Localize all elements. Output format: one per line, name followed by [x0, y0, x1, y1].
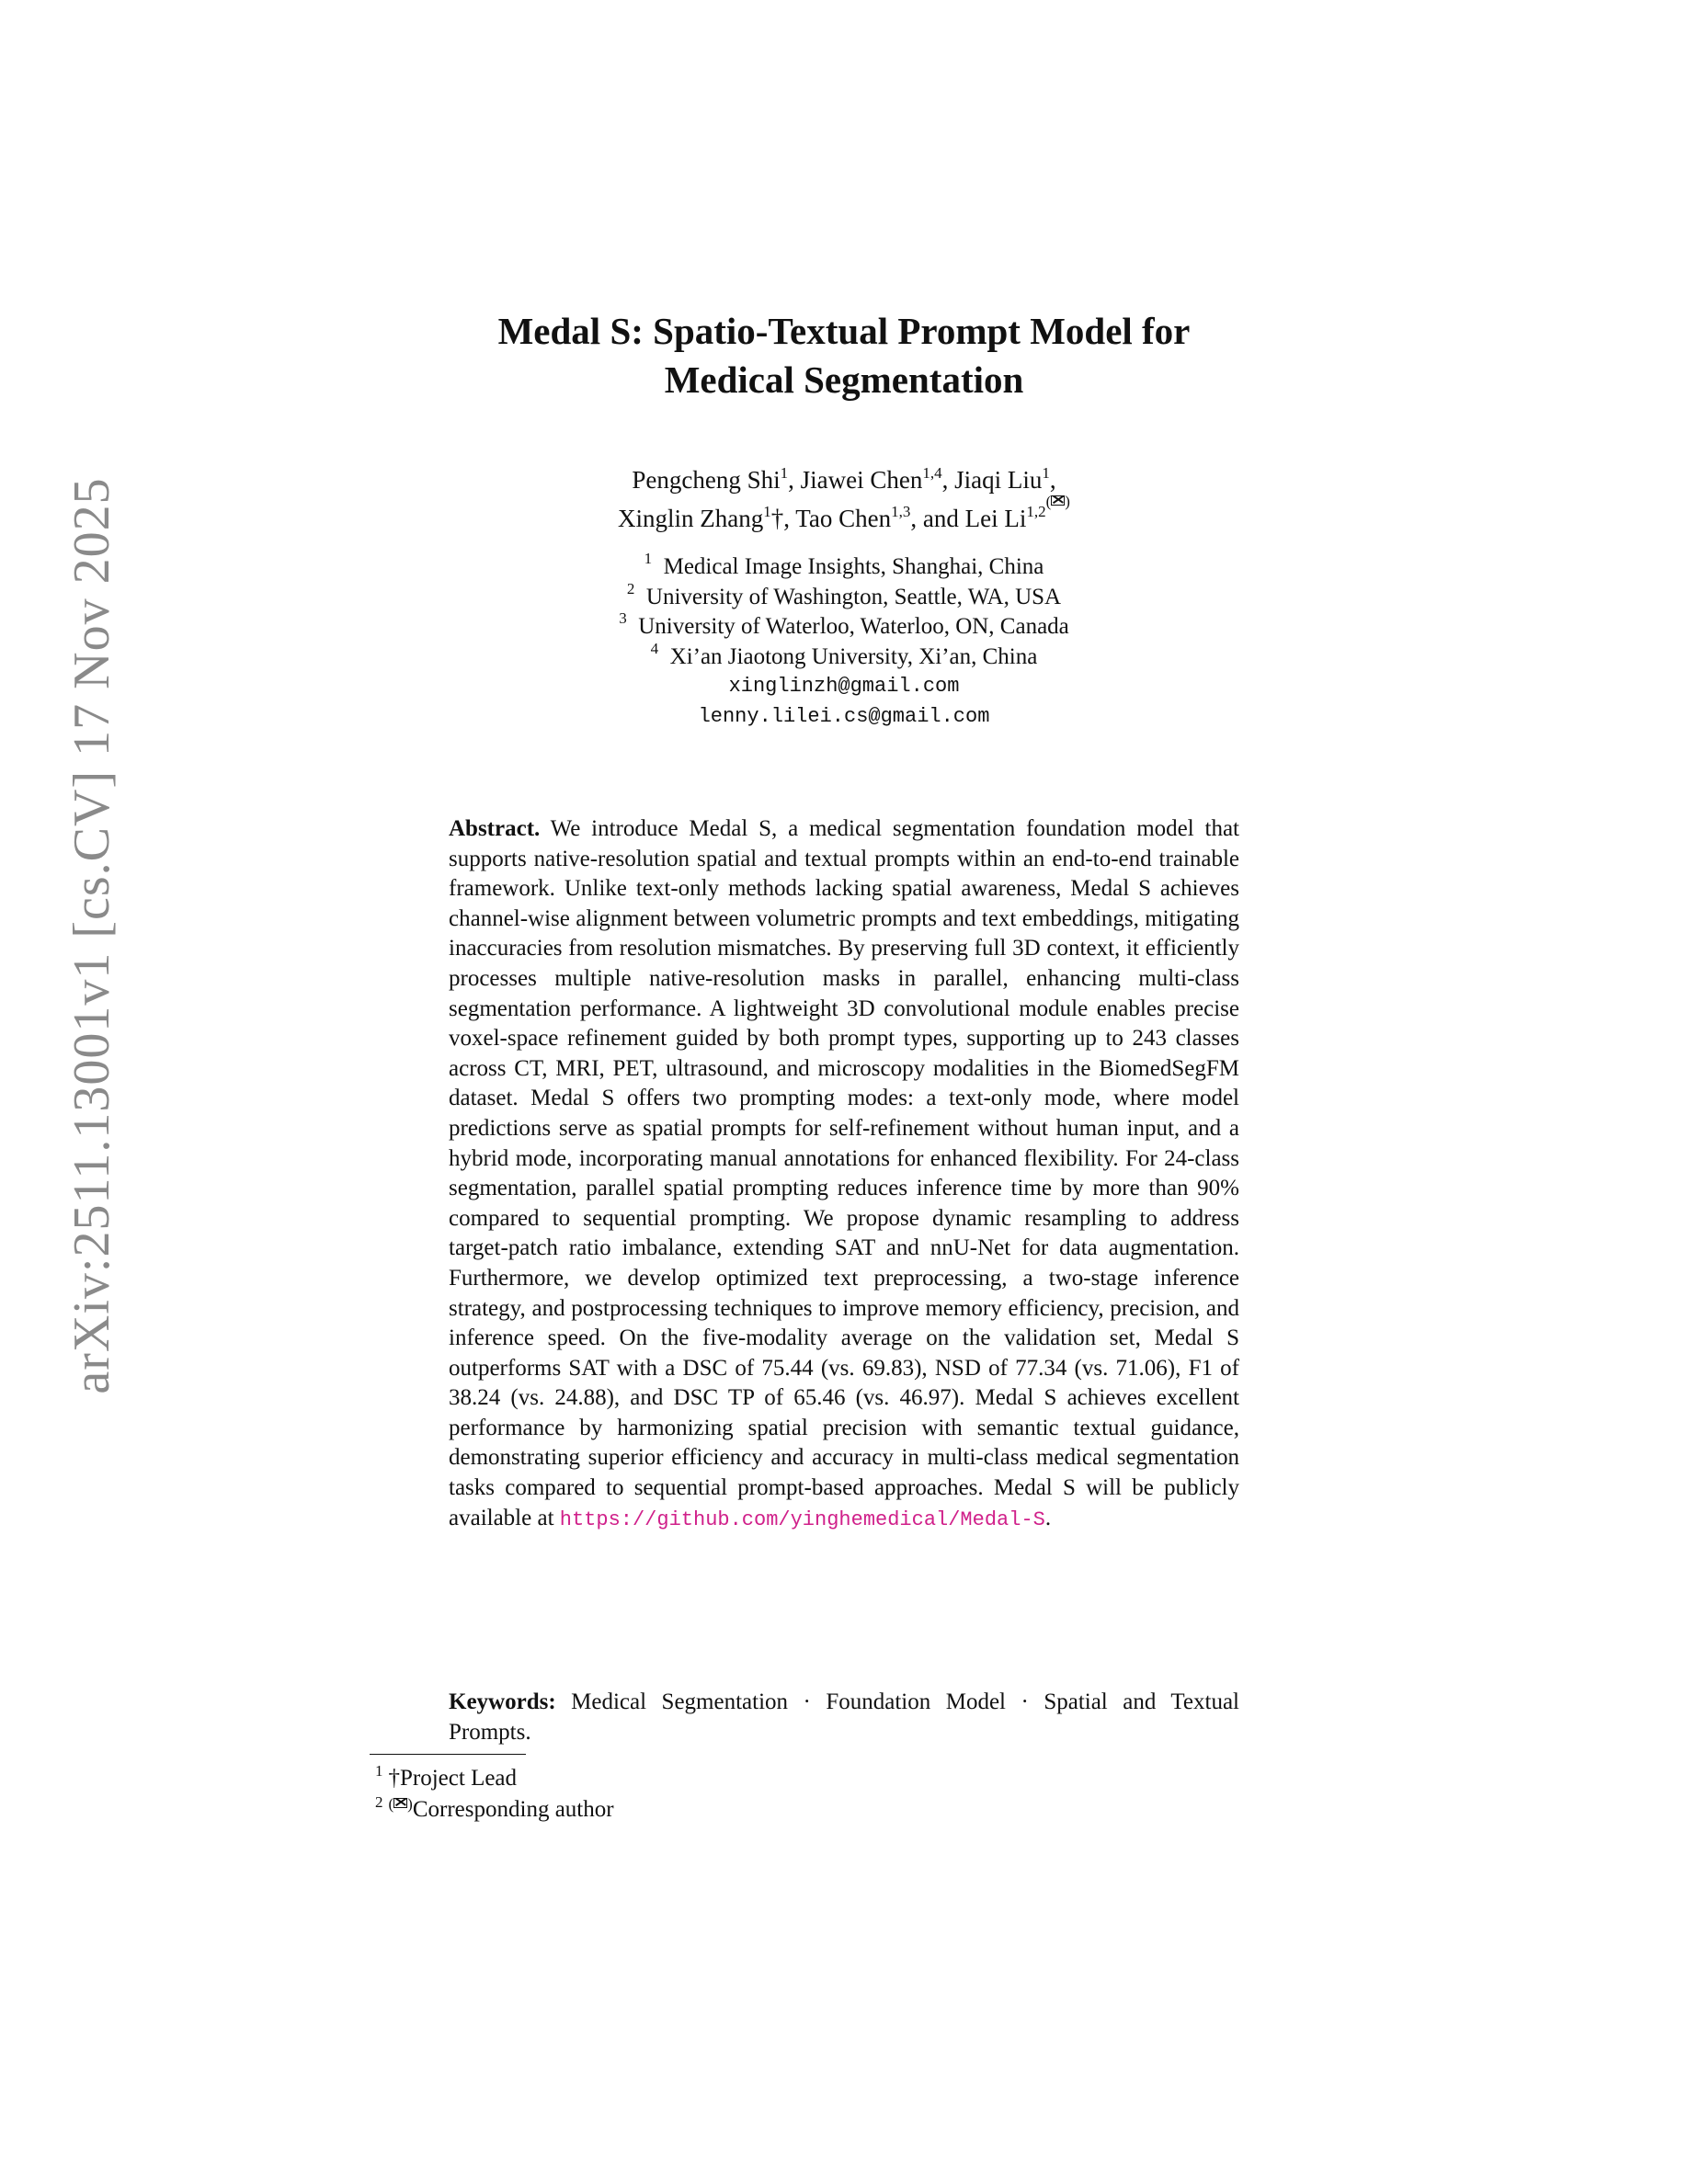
abstract-text: We introduce Medal S, a medical segmentation foundation model that supports native-resolution spatial and textual prompts within an end-to-end trainable framework. Unlike text-only methods lacking spatial awareness, Medal S achieves channel-wise alignment between volumetric prompts and text embeddings, mitigating inaccuracies from resolution mismatches. By preserving full 3D context, it efficiently processes multiple native-resolution masks in parallel, enhancing multi-class segmentation performance. A lightweight 3D convolutional module enables precise voxel-space refinement guided by both prompt types, supporting up to 243 classes across CT, MRI, PET, ultrasound, and microscopy modalities in the BiomedSegFM dataset. Medal S offers two prompting modes: a text-only mode, where model predictions serve as spatial prompts for self-refinement without human input, and a hybrid mode, incorporating manual annotations for enhanced flexibility. For 24-class segmentation, parallel spatial prompting reduces inference time by more than 90% compared to sequential prompting. We propose dynamic resampling to address target-patch ratio imbalance, extending SAT and nnU-Net for data augmentation. Furthermore, we develop optimized text preprocessing, a two-stage inference strategy, and postprocessing techniques to improve memory efficiency, precision, and inference speed. On the five-modality average on the validation set, Medal S outperforms SAT with a DSC of 75.44 (vs. 69.83), NSD of 77.34 (vs. 71.06), F1 of 38.24 (vs. 24.88), and DSC TP of 65.46 (vs. 46.97). Medal S achieves excellent performance by harmonizing spatial precision with semantic textual guidance, demonstrating superior efficiency and accuracy in multi-class medical segmentation tasks compared to sequential prompt-based approaches. Medal S will be publicly available at	[449, 816, 1239, 1530]
title-line-2: Medical Segmentation	[664, 358, 1024, 401]
author-affiliation-sup: 1,2( )	[1026, 493, 1070, 520]
title-line-1: Medal S: Spatio-Textual Prompt Model for	[497, 310, 1191, 352]
author-name: Jiaqi Liu	[954, 466, 1043, 494]
author-affiliation-sup: 1,3	[891, 503, 911, 520]
affiliation-item: $^2$ University of Washington, Seattle, WA, USA	[626, 579, 1062, 609]
author-name: Jiawei Chen	[800, 466, 923, 494]
keywords-section	[449, 1688, 1239, 1747]
author-name: Pengcheng Shi	[632, 466, 781, 494]
affiliation-item: $^3$ University of Waterloo, Waterloo, ON, Canada	[619, 609, 1069, 639]
envelope-icon	[1051, 495, 1065, 506]
affiliation-item: $^4$ Xi’an Jiaotong University, Xi’an, China	[650, 639, 1038, 669]
email-address[interactable]: xinglinzh@gmail.com	[728, 675, 960, 698]
author-name: Xinglin Zhang	[618, 505, 764, 532]
email-address[interactable]: lenny.lilei.cs@gmail.com	[698, 704, 990, 728]
github-repository-link[interactable]: https://github.com/yinghemedical/Medal-S	[559, 1507, 1045, 1531]
footnote-divider	[370, 1754, 526, 1755]
paper-title	[384, 307, 1304, 404]
abstract-label: Abstract.	[449, 816, 541, 841]
author-list	[384, 464, 1304, 534]
author-affiliation-sup: 1	[780, 464, 789, 482]
author-affiliation-sup: 1	[1042, 464, 1050, 482]
keywords-label: Keywords:	[449, 1689, 556, 1714]
footnote-item: $^1$ †Project Lead	[375, 1762, 518, 1791]
author-line-1: Pengcheng Shi$^1$, Jiawei Chen$^{1,4}$, Jiaqi Liu$^1$,	[632, 464, 1056, 494]
envelope-icon	[393, 1798, 407, 1808]
project-lead-dagger: †	[770, 505, 784, 532]
footnotes	[375, 1763, 1203, 1826]
author-line-2: Xinglin Zhang$^1$†, Tao Chen$^{1,3}$, and Lei $Li^{1,2( )}$	[618, 493, 1070, 532]
author-connector: and	[922, 505, 959, 532]
footnote-item: $^2$ ( )Corresponding author	[375, 1793, 614, 1822]
author-affiliation-sup: 1,4	[922, 464, 942, 482]
abstract-section: Abstract. We introduce Medal S, a medical segmentation foundation model that supports native-resolution spatial and textual prompts within an end-to-end trainable framework. Unlike text-only methods lacking spatial awareness, Medal S achieves channel-wise alignment between volumetric prompts and text embeddings, mitigating inaccuracies from resolution mismatches. By preserving full 3D context, it efficiently processes multiple native-resolution masks in parallel, enhancing multi-class segmentation performance. A lightweight 3D convolutional module enables precise voxel-space refinement guided by both prompt types, supporting up to 243 classes across CT, MRI, PET, ultrasound, and microscopy modalities in the BiomedSegFM dataset. Medal S offers two prompting modes: a text-only mode, where model predictions serve as spatial prompts for self-refinement without human input, and a hybrid mode, incorporating manual annotations for enhanced flexibility. For 24-class segmentation, parallel spatial prompting reduces inference time by more than 90% compared to sequential prompting. We propose dynamic resampling to address target-patch ratio imbalance, extending SAT and nnU-Net for data augmentation. Furthermore, we develop optimized text preprocessing, a two-stage inference strategy, and postprocessing techniques to improve memory efficiency, precision, and inference speed. On the five-modality average on the validation set, Medal S outperforms SAT with a DSC of 75.44 (vs. 69.83), NSD of 77.34 (vs. 71.06), F1 of 38.24 (vs. 24.88), and DSC TP of 65.46 (vs. 46.97). Medal S achieves excellent performance by harmonizing spatial precision with semantic textual guidance, demonstrating superior efficiency and accuracy in multi-class medical segmentation tasks compared to sequential prompt-based approaches. Medal S will be publicly available at https://github.com/yinghemedical/Medal-S.	[449, 816, 1239, 1531]
arxiv-identifier-stamp: arXiv:2511.13001v1 [cs.CV] 17 Nov 2025	[63, 477, 120, 1394]
author-affiliation-sup: 1	[763, 503, 771, 520]
keywords-text: Medical Segmentation · Foundation Model · Spatial and Textual Prompts.	[449, 1689, 1239, 1745]
author-name: Tao Chen	[795, 505, 892, 532]
affiliation-item: $^1$ Medical Image Insights, Shanghai, China	[644, 550, 1044, 579]
affiliation-list	[384, 552, 1304, 732]
author-name: Lei Li	[964, 505, 1027, 532]
